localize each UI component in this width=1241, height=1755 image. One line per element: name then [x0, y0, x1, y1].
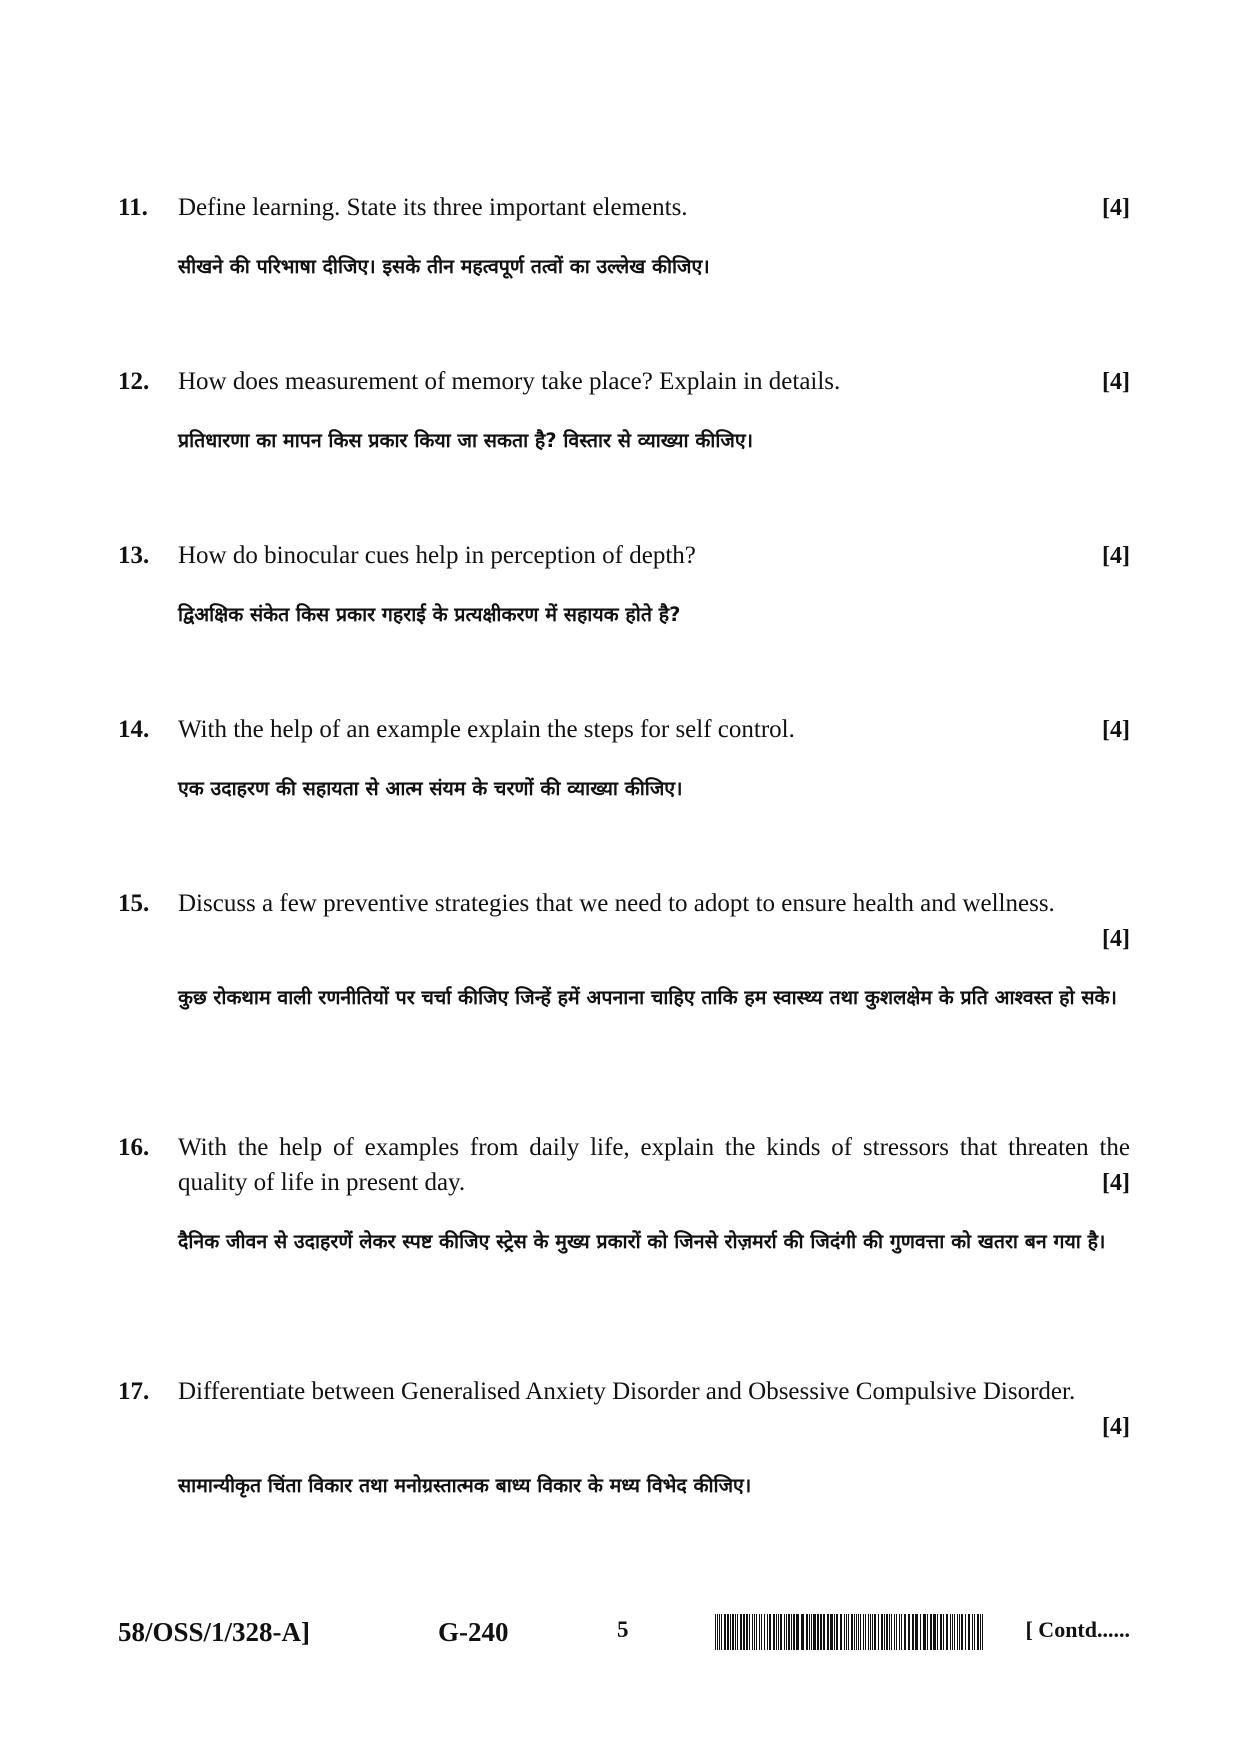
barcode-bar [946, 1614, 948, 1650]
question-text-hindi: द्विअक्षिक संकेत किस प्रकार गहराई के प्रत्यक्षीकरण में सहायक होते है? [178, 603, 681, 626]
question-text-english [178, 364, 1130, 399]
marks-label: [4] [1102, 926, 1130, 952]
barcode-bar [851, 1614, 853, 1650]
marks-label: [4] [1102, 543, 1130, 569]
barcode-bar [809, 1614, 810, 1650]
question-text-hindi: सामान्यीकृत चिंता विकार तथा मनोग्रस्तात्मक बाध्य विकार के मध्य विभेद कीजिए। [178, 1474, 752, 1497]
barcode-bar [732, 1614, 734, 1650]
barcode-bar [915, 1614, 918, 1650]
barcode-bar [813, 1614, 816, 1650]
question-english-text: How do binocular cues help in perception of depth? [178, 542, 696, 569]
question-text-english [178, 1130, 1130, 1200]
barcode-bar [717, 1614, 718, 1650]
barcode-bar [761, 1614, 762, 1650]
barcode-bar [886, 1614, 888, 1650]
question-number: 13. [118, 542, 150, 569]
barcode-bar [769, 1614, 771, 1650]
series-code: G-240 [438, 1617, 509, 1647]
barcode-bar [806, 1614, 808, 1650]
barcode-bar [881, 1614, 883, 1650]
barcode-bar [715, 1614, 716, 1650]
barcode-bar [827, 1614, 829, 1650]
barcode-bar [965, 1614, 966, 1650]
barcode-bar [927, 1614, 928, 1650]
barcode-bar [778, 1614, 779, 1650]
barcode-bar [868, 1614, 869, 1650]
barcode-bar [754, 1614, 755, 1650]
barcode-bar [811, 1614, 812, 1650]
barcode-bar [830, 1614, 833, 1650]
barcode-bar [904, 1614, 906, 1650]
barcode-bar [974, 1614, 975, 1650]
barcode-bar [854, 1614, 855, 1650]
question-number: 17. [118, 1378, 150, 1405]
barcode-bar [737, 1614, 738, 1650]
barcode-bar [721, 1614, 722, 1650]
barcode-bar [952, 1614, 953, 1650]
barcode-bar [836, 1614, 838, 1650]
barcode-bar [784, 1614, 785, 1650]
question-number: 12. [118, 368, 150, 395]
barcode-bar [899, 1614, 900, 1650]
barcode-bar [817, 1614, 819, 1650]
paper-code: 58/OSS/1/328-A] [118, 1617, 311, 1647]
page-footer [118, 1612, 1130, 1652]
question-number: 14. [118, 716, 150, 743]
barcode-bar [870, 1614, 871, 1650]
barcode-bar [749, 1614, 750, 1650]
question-text-hindi: प्रतिधारणा का मापन किस प्रकार किया जा सकता है? विस्तार से व्याख्या कीजिए। [178, 429, 754, 452]
barcode-bar [773, 1614, 775, 1650]
question-text-hindi: एक उदाहरण की सहायता से आत्म संयम के चरणों की व्याख्या कीजिए। [178, 777, 683, 800]
barcode-bar [844, 1614, 845, 1650]
question-text-english [178, 538, 1130, 573]
barcode-bar [724, 1614, 726, 1650]
marks-label: [4] [1102, 369, 1130, 395]
barcode-bar [840, 1614, 842, 1650]
barcode-bar [901, 1614, 902, 1650]
barcode-bar [788, 1614, 790, 1650]
question-text-english [178, 712, 1130, 747]
marks-label: [4] [1102, 1414, 1130, 1440]
barcode-bar [820, 1614, 822, 1650]
barcode-bar [780, 1614, 782, 1650]
barcode-bar [933, 1614, 936, 1650]
barcode-bar [752, 1614, 753, 1650]
barcode-bar [719, 1614, 720, 1650]
barcode-bar [968, 1614, 970, 1650]
question-number: 11. [118, 194, 148, 221]
question-english-text: How does measurement of memory take place? Explain in details. [178, 368, 841, 395]
barcode-bar [727, 1614, 729, 1650]
barcode-bar [950, 1614, 951, 1650]
barcode-bar [912, 1614, 914, 1650]
barcode-bar [743, 1614, 745, 1650]
question-text-english [178, 1374, 1130, 1409]
barcode-bar [908, 1614, 910, 1650]
barcode-bar [759, 1614, 760, 1650]
barcode-bar [863, 1614, 864, 1650]
barcode-bar [940, 1614, 942, 1650]
barcode-bar [834, 1614, 835, 1650]
barcode-bar [746, 1614, 748, 1650]
question-text-english [178, 886, 1130, 921]
question-text-hindi: कुछ रोकथाम वाली रणनीतियों पर चर्चा कीजिए जिन्हें हमें अपनाना चाहिए ताकि हम स्वास्थ्य तथा कुशलक्षेम के प्रति आश्वस्त हो सके। [178, 986, 1117, 1009]
barcode-bar [860, 1614, 861, 1650]
barcode-bar [972, 1614, 973, 1650]
barcode-bar [961, 1614, 963, 1650]
barcode-bar [977, 1614, 979, 1650]
question-number: 16. [118, 1134, 150, 1161]
barcode-bar [796, 1614, 799, 1650]
barcode-bar [959, 1614, 960, 1650]
barcode-bar [791, 1614, 792, 1650]
question-number: 15. [118, 890, 150, 917]
barcode-bar [889, 1614, 890, 1650]
barcode-bar [943, 1614, 944, 1650]
barcode-bar [982, 1614, 983, 1650]
barcode-bar [896, 1614, 897, 1650]
question-english-text: Differentiate between Generalised Anxiety Disorder and Obsessive Compulsive Disorder. [178, 1378, 1076, 1405]
question-text-hindi: सीखने की परिभाषा दीजिए। इसके तीन महत्वपूर्ण तत्वों का उल्लेख कीजिए। [178, 255, 710, 278]
barcode-bar [756, 1614, 757, 1650]
question-english-text: With the help of examples from daily life, explain the kinds of stressors that threaten the quality of life in present day. [178, 1134, 1130, 1196]
barcode-bar [957, 1614, 958, 1650]
barcode-bar [856, 1614, 857, 1650]
barcode-bar [764, 1614, 765, 1650]
barcode-bar [894, 1614, 895, 1650]
barcode-bar [865, 1614, 866, 1650]
barcode-bar [740, 1614, 742, 1650]
barcode-bar [767, 1614, 768, 1650]
marks-label: [4] [1102, 1170, 1130, 1196]
barcode-icon [715, 1614, 985, 1650]
marks-label: [4] [1102, 717, 1130, 743]
question-english-text: Discuss a few preventive strategies that we need to adopt to ensure health and wellness. [178, 890, 1055, 917]
barcode-bar [858, 1614, 859, 1650]
question-english-text: Define learning. State its three important elements. [178, 194, 688, 221]
barcode-bar [786, 1614, 787, 1650]
barcode-bar [923, 1614, 926, 1650]
barcode-bar [793, 1614, 795, 1650]
barcode-bar [874, 1614, 876, 1650]
barcode-bar [735, 1614, 736, 1650]
marks-label: [4] [1102, 195, 1130, 221]
barcode-bar [930, 1614, 932, 1650]
question-text-hindi: दैनिक जीवन से उदाहरणें लेकर स्पष्ट कीजिए स्ट्रेस के मुख्य प्रकारों को जिनसे रोज़मर्रा की जिदंगी की गुणवत्ता को खतरा बन गया है। [178, 1230, 1106, 1253]
barcode-bar [872, 1614, 873, 1650]
barcode-bar [884, 1614, 885, 1650]
barcode-bar [878, 1614, 879, 1650]
question-english-text: With the help of an example explain the steps for self control. [178, 716, 795, 743]
barcode-bar [920, 1614, 921, 1650]
barcode-bar [730, 1614, 731, 1650]
question-text-english [178, 190, 1130, 225]
barcode-bar [954, 1614, 955, 1650]
barcode-bar [823, 1614, 825, 1650]
barcode-bar [848, 1614, 849, 1650]
barcode-bar [891, 1614, 892, 1650]
barcode-bar [937, 1614, 938, 1650]
barcode-bar [980, 1614, 981, 1650]
barcode-bar [801, 1614, 804, 1650]
barcode-bar [776, 1614, 777, 1650]
page-number: 5 [617, 1617, 629, 1642]
continued-label: [ Contd...... [1025, 1617, 1130, 1642]
barcode-bar [846, 1614, 847, 1650]
